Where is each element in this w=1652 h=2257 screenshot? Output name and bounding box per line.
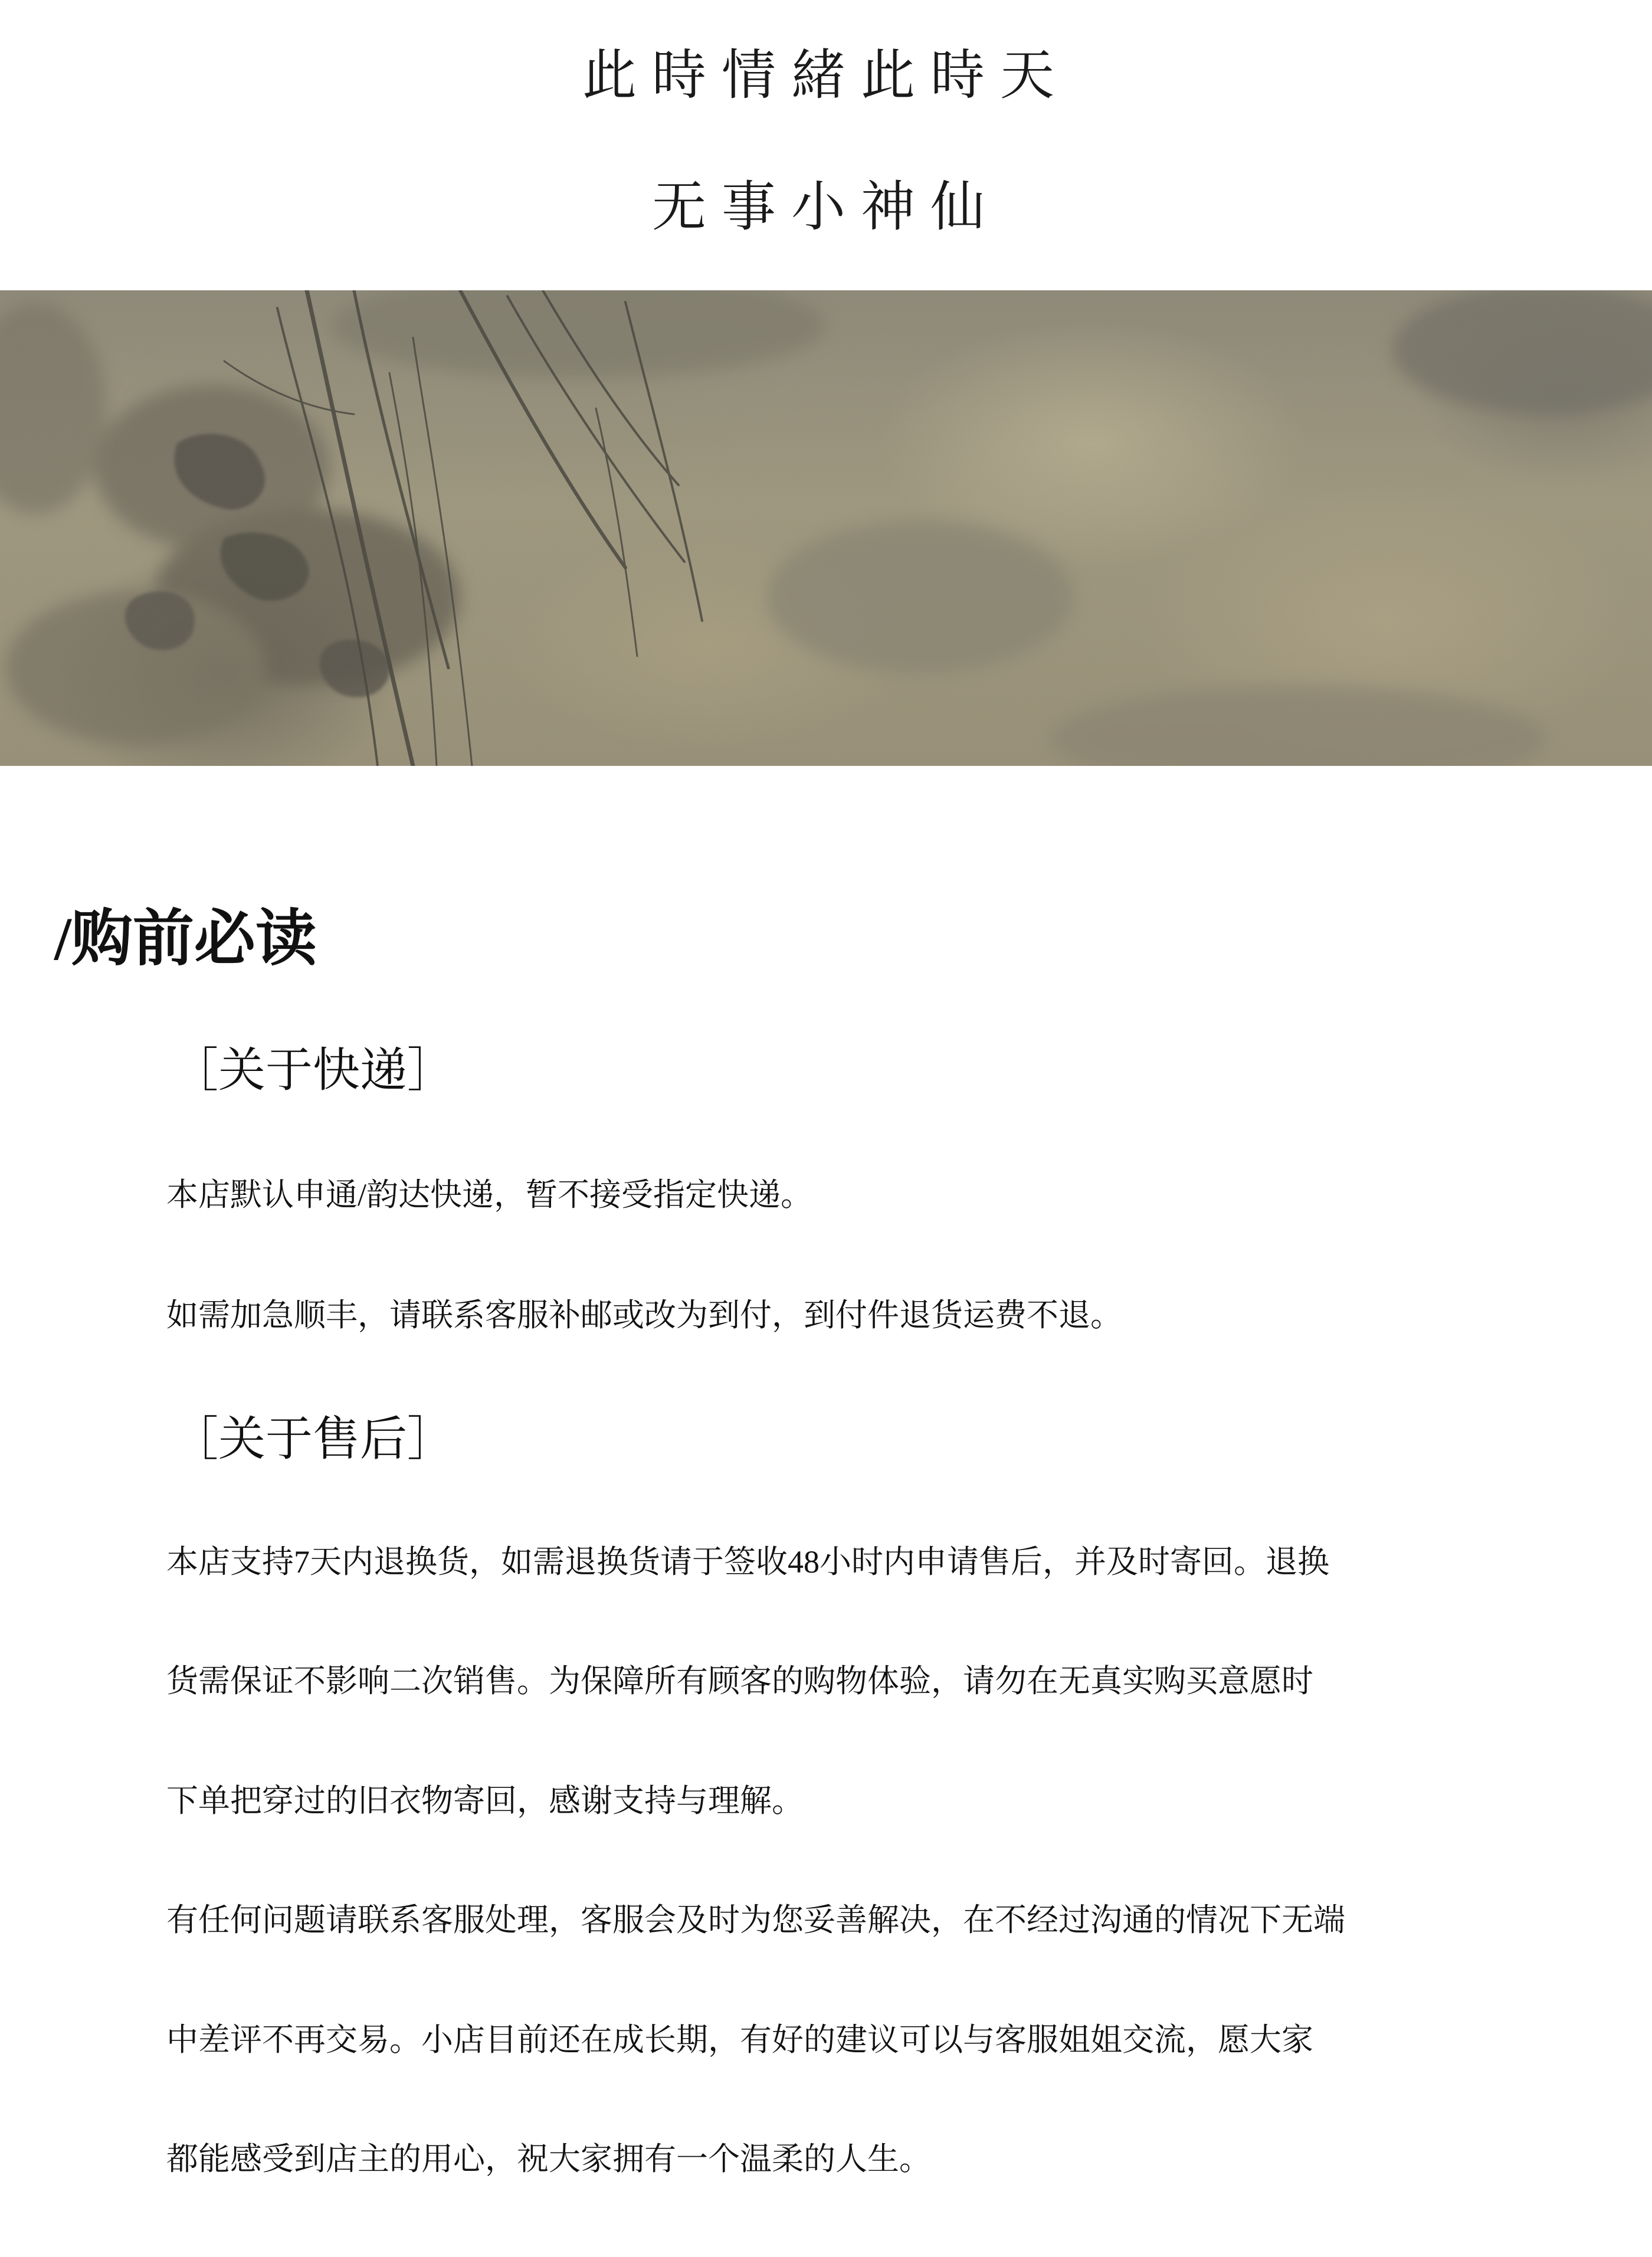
after-sales-line: 中差评不再交易。小店目前还在成长期，有好的建议可以与客服姐姐交流，愿大家: [166, 2022, 1313, 2058]
shipping-line: 如需加急顺丰，请联系客服补邮或改为到付，到付件退货运费不退。: [166, 1298, 1122, 1333]
after-sales-line: 有任何问题请联系客服处理，客服会及时为您妥善解决，在不经过沟通的情况下无端: [166, 1902, 1345, 1938]
after-sales-line: 下单把穿过的旧衣物寄回，感谢支持与理解。: [166, 1783, 804, 1819]
shipping-heading: ［关于快递］: [171, 1045, 454, 1097]
page-subtitle: 无事小神仙: [651, 177, 1000, 237]
shipping-line: 本店默认申通/韵达快递，暂不接受指定快递。: [166, 1177, 813, 1213]
ink-painting-banner: [0, 290, 1652, 766]
after-sales-line: 货需保证不影响二次销售。为保障所有顾客的购物体验，请勿在无真实购买意愿时: [166, 1663, 1313, 1699]
after-sales-line: 都能感受到店主的用心，祝大家拥有一个温柔的人生。: [166, 2141, 931, 2177]
page-title: 此時情緒此時天: [582, 45, 1070, 106]
bamboo-painting-image: [0, 290, 1652, 766]
notice-heading: /购前必读: [54, 905, 317, 973]
after-sales-line: 本店支持7天内退换货，如需退换货请于签收48小时内申请售后，并及时寄回。退换: [166, 1544, 1329, 1580]
after-sales-heading: ［关于售后］: [171, 1414, 454, 1466]
